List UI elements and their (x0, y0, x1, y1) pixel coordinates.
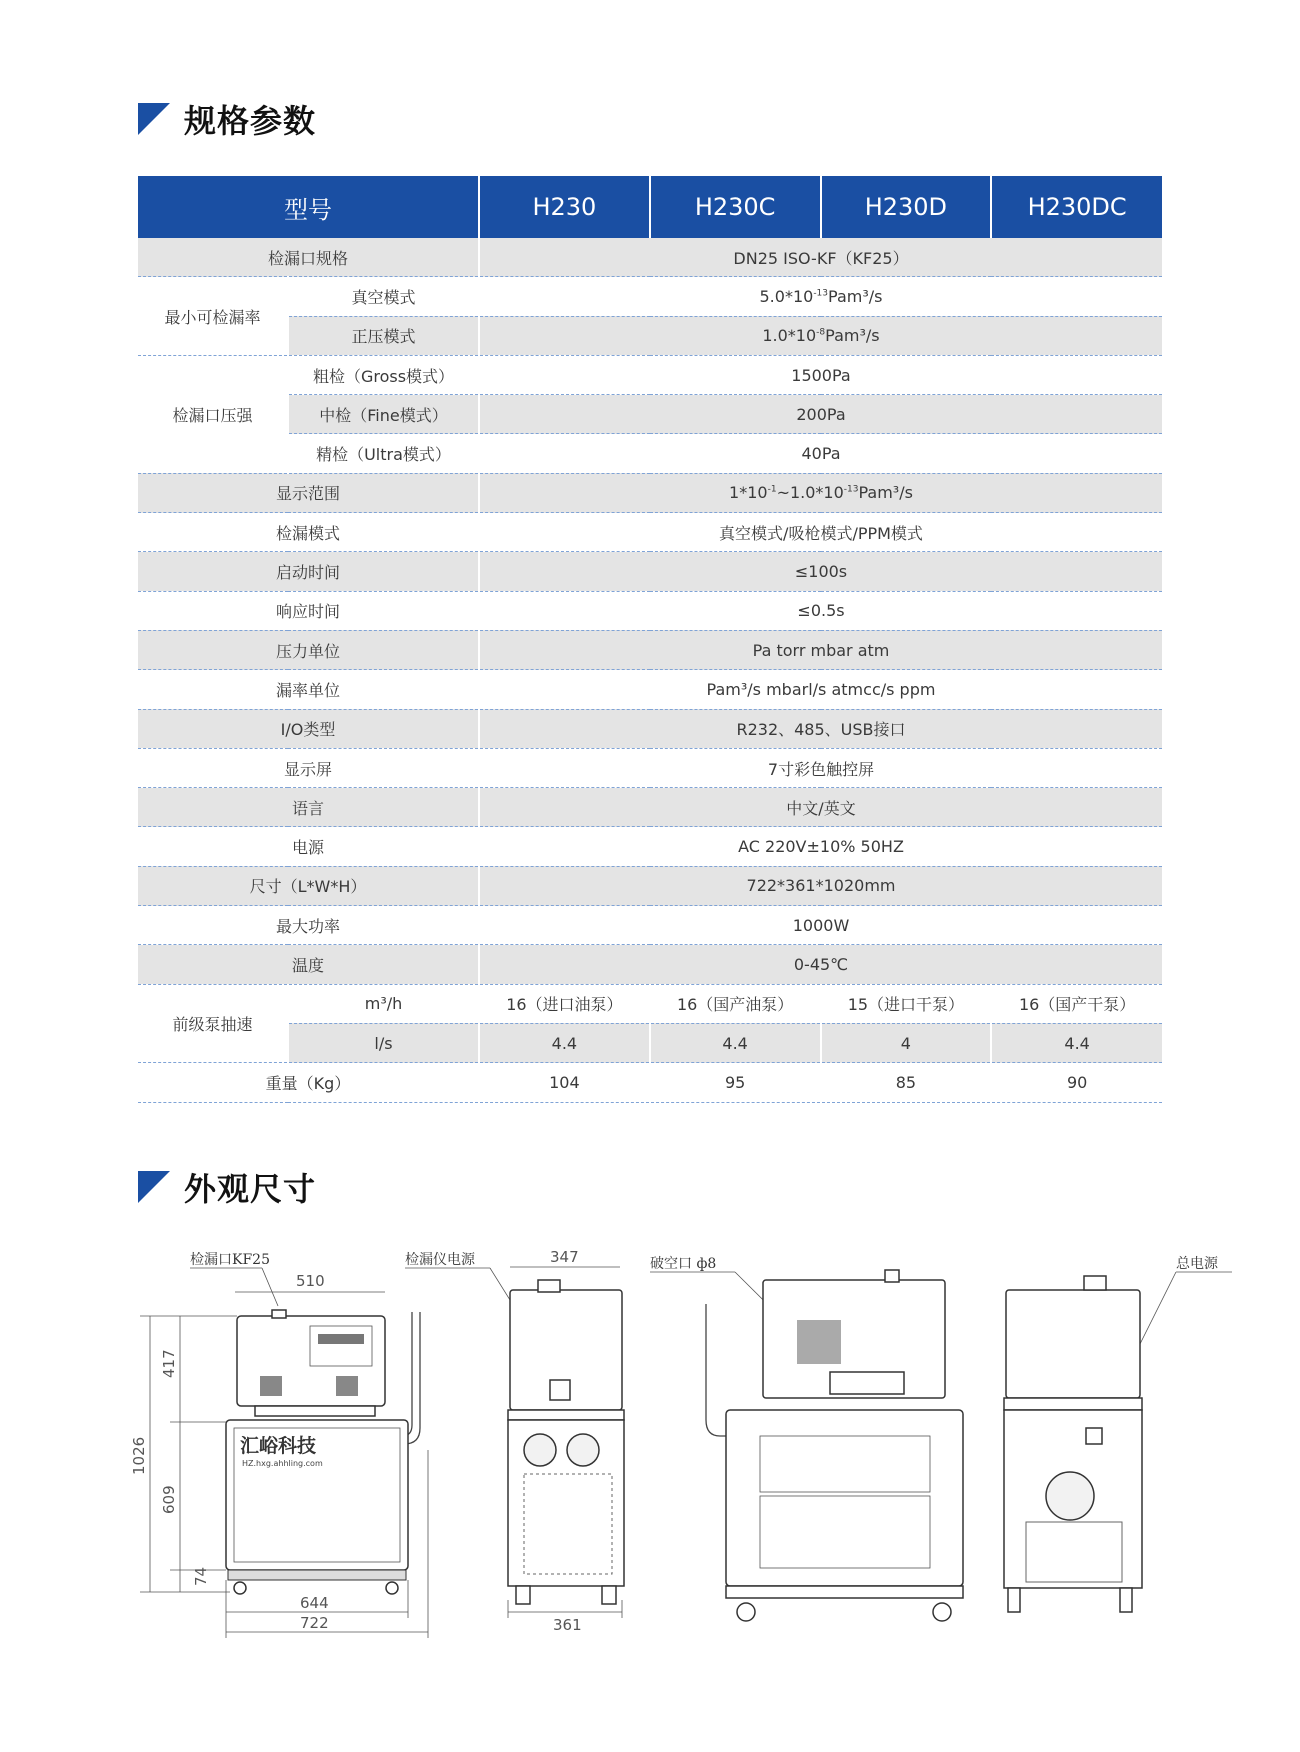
dim-361: 361 (553, 1616, 582, 1634)
table-row (138, 1063, 1162, 1102)
row-value: $1.0*10^{-8}Pam^3/s$ (479, 316, 1162, 355)
weight-cell: 90 (991, 1063, 1162, 1102)
table-row (138, 591, 1162, 630)
table-row (138, 984, 1162, 1023)
row-label: 响应时间 (138, 591, 479, 630)
row-value: DN25 ISO-KF（KF25） (479, 238, 1162, 277)
row-value: 722*361*1020mm (479, 866, 1162, 905)
header-model-label: 型号 (138, 176, 479, 238)
row-label: 漏率单位 (138, 670, 479, 709)
table-row (138, 788, 1162, 827)
row-value: 40Pa (479, 434, 1162, 473)
table-row (138, 748, 1162, 787)
row-label: 最大功率 (138, 906, 479, 945)
dim-347: 347 (550, 1248, 579, 1266)
table-row (138, 513, 1162, 552)
table-row (138, 434, 1162, 473)
table-row (138, 552, 1162, 591)
front-view-drawing (130, 1251, 428, 1638)
weight-cell: 85 (821, 1063, 992, 1102)
table-row (138, 473, 1162, 512)
table-row (138, 316, 1162, 355)
row-value: $1*10^{-1}\sim 1.0*10^{-13}Pam^3/s$ (479, 473, 1162, 512)
leak-port-label: 检漏口KF25 (190, 1252, 270, 1268)
vent-port-label: 破空口 ф8 (650, 1256, 717, 1272)
table-row (138, 945, 1162, 984)
row-label: 显示范围 (138, 473, 479, 512)
row-label: 启动时间 (138, 552, 479, 591)
brand-url-text: HZ.hxg.ahhling.com (242, 1459, 323, 1468)
dimension-section-title (138, 1164, 316, 1210)
row-label: 压力单位 (138, 630, 479, 669)
dim-510: 510 (296, 1272, 325, 1290)
header-model: H230 (479, 176, 650, 238)
pump-ls-cell: 4 (821, 1023, 992, 1062)
dim-417: 417 (160, 1349, 178, 1378)
pump-ls-cell: 4.4 (650, 1023, 821, 1062)
brand-logo-text: 汇峪科技 (240, 1435, 317, 1457)
row-label: 尺寸（L*W*H） (138, 866, 479, 905)
row-sublabel: l/s (288, 1023, 479, 1062)
row-value: 200Pa (479, 395, 1162, 434)
row-label: 温度 (138, 945, 479, 984)
dim-74: 74 (192, 1566, 210, 1586)
row-sublabel: 中检（Fine模式） (288, 395, 479, 434)
row-label: 检漏模式 (138, 513, 479, 552)
row-label: 电源 (138, 827, 479, 866)
row-value: Pam³/s mbarl/s atmcc/s ppm (479, 670, 1162, 709)
row-value: 中文/英文 (479, 788, 1162, 827)
row-value: ≤100s (479, 552, 1162, 591)
pump-ls-cell: 4.4 (479, 1023, 650, 1062)
row-sublabel: 精检（Ultra模式） (288, 434, 479, 473)
dim-609: 609 (160, 1485, 178, 1514)
row-value: 1000W (479, 906, 1162, 945)
row-value: Pa torr mbar atm (479, 630, 1162, 669)
spec-title-text: 规格参数 (184, 102, 317, 140)
table-row (138, 395, 1162, 434)
row-sublabel: m³/h (288, 984, 479, 1023)
row-label: 显示屏 (138, 748, 479, 787)
header-model: H230D (821, 176, 992, 238)
instrument-power-label: 检漏仪电源 (405, 1252, 475, 1268)
row-label: 语言 (138, 788, 479, 827)
dim-644: 644 (300, 1594, 329, 1612)
row-group-label: 检漏口压强 (138, 355, 288, 473)
weight-cell: 104 (479, 1063, 650, 1102)
row-value: 1500Pa (479, 355, 1162, 394)
table-row (138, 238, 1162, 277)
pump-m3h-cell: 16（进口油泵） (479, 984, 650, 1023)
weight-cell: 95 (650, 1063, 821, 1102)
row-sublabel: 正压模式 (288, 316, 479, 355)
header-model: H230C (650, 176, 821, 238)
other-side-view-drawing (1004, 1255, 1232, 1612)
dimension-drawings (0, 1240, 1300, 1660)
row-sublabel: 真空模式 (288, 277, 479, 316)
row-value: ≤0.5s (479, 591, 1162, 630)
table-row (138, 630, 1162, 669)
drawings-svg (0, 1240, 1300, 1660)
pump-m3h-cell: 15（进口干泵） (821, 984, 992, 1023)
dim-title-text: 外观尺寸 (184, 1170, 317, 1208)
row-value: 真空模式/吸枪模式/PPM模式 (479, 513, 1162, 552)
row-label: 检漏口规格 (138, 238, 479, 277)
row-group-label: 前级泵抽速 (138, 984, 288, 1063)
table-row (138, 709, 1162, 748)
side-view-drawing (405, 1248, 624, 1634)
table-row (138, 827, 1162, 866)
table-row (138, 277, 1162, 316)
row-label: 重量（Kg） (138, 1063, 479, 1102)
table-row (138, 906, 1162, 945)
dim-722: 722 (300, 1614, 329, 1632)
dim-1026: 1026 (130, 1436, 148, 1475)
spec-table (138, 176, 1162, 1103)
row-sublabel: 粗检（Gross模式） (288, 355, 479, 394)
row-value: R232、485、USB接口 (479, 709, 1162, 748)
table-row (138, 670, 1162, 709)
pump-ls-cell: 4.4 (991, 1023, 1162, 1062)
pump-m3h-cell: 16（国产干泵） (991, 984, 1162, 1023)
row-value: 0-45℃ (479, 945, 1162, 984)
row-group-label: 最小可检漏率 (138, 277, 288, 356)
table-row (138, 1023, 1162, 1062)
triangle-marker-icon (138, 103, 170, 135)
rear-view-drawing (650, 1255, 963, 1621)
triangle-marker-icon (138, 1171, 170, 1203)
pump-m3h-cell: 16（国产油泵） (650, 984, 821, 1023)
header-model: H230DC (991, 176, 1162, 238)
spec-section-title (138, 96, 316, 142)
table-header-row (138, 176, 1162, 238)
table-row (138, 866, 1162, 905)
row-value: AC 220V±10% 50HZ (479, 827, 1162, 866)
row-value: $5.0*10^{-13}Pam^3/s$ (479, 277, 1162, 316)
row-value: 7寸彩色触控屏 (479, 748, 1162, 787)
table-row (138, 355, 1162, 394)
row-label: I/O类型 (138, 709, 479, 748)
main-power-label: 总电源 (1176, 1256, 1218, 1272)
